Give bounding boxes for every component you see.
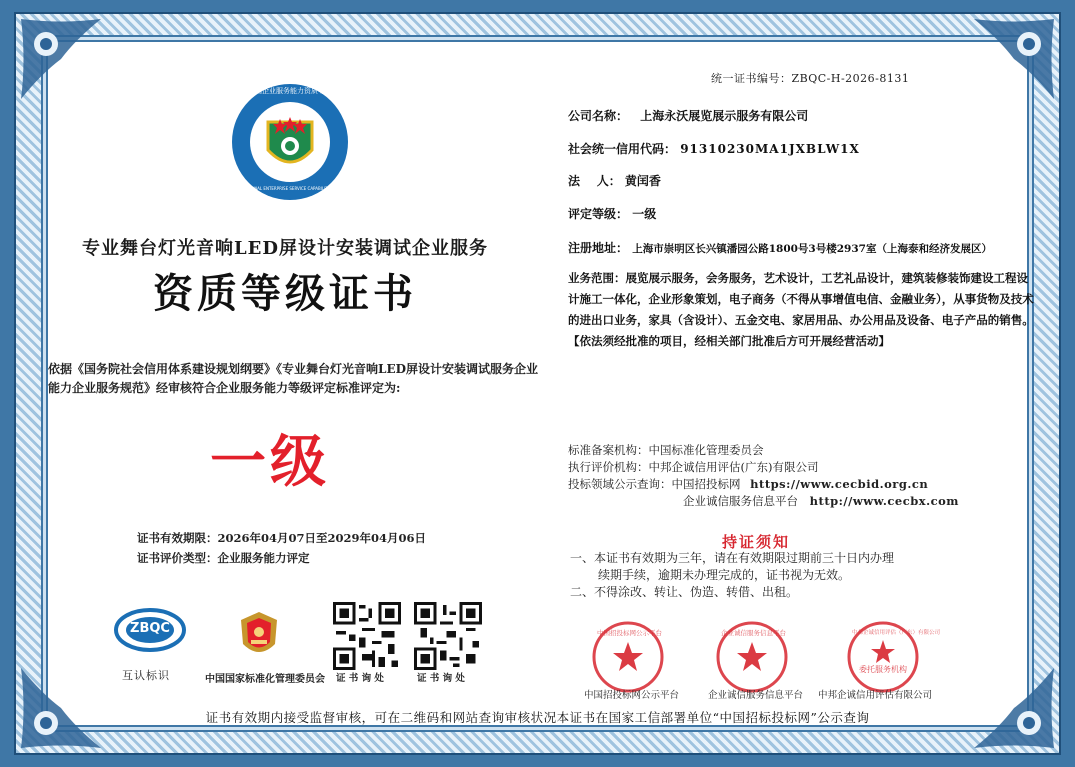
seal-1-caption: 中国招投标网公示平台 <box>584 690 680 701</box>
evaluation-type: 证书评价类型：企业服务能力评定 <box>137 551 310 565</box>
seal-2-ring-text: 企业诚信服务信息平台 <box>721 629 786 637</box>
zbqc-logo <box>114 606 186 654</box>
credit-code-label: 社会统一信用代码： <box>568 142 677 156</box>
legal-person-label: 法 人： <box>568 174 621 188</box>
seal-3-caption: 中邦企诚信用评估有限公司 <box>818 690 933 701</box>
validity-period: 证书有效期限：2026年04月07日至2029年04月06日 <box>137 531 427 545</box>
emblem-ring-text: 全国企业服务能力资质等级评定 <box>248 87 346 95</box>
zbqc-logo-text: ZBQC <box>130 621 170 636</box>
zbqc-caption: 互认标识 <box>122 669 170 682</box>
bid-query-row <box>568 476 928 493</box>
company-name: 上海永沃展览展示服务有限公司 <box>640 109 809 123</box>
corner-ornament-top-left <box>16 14 106 104</box>
grade-value: 一级 <box>210 429 330 495</box>
national-emblem-logo <box>230 82 379 202</box>
national-badge-icon <box>237 610 281 662</box>
qr-caption-2: 证 书 询 处 <box>417 673 465 684</box>
notice-item-1a: 一、本证书有效期为三年，请在有效期限过期前三十日内办理 <box>570 551 895 565</box>
seal-3-inner-text: 委托服务机构 <box>859 665 907 674</box>
level-row <box>568 205 656 222</box>
address-label: 注册地址： <box>568 241 629 255</box>
business-scope <box>568 268 1038 352</box>
credit-code: 91310230MA1JXBLW1X <box>680 142 860 156</box>
address: 上海市崇明区长兴镇潘园公路1800号3号楼2937室（上海泰和经济发展区） <box>632 243 992 255</box>
emblem-ring-subtext: NATIONAL ENTERPRISE SERVICE CAPABILITY QUALIFICATION RATING <box>242 186 379 191</box>
qr-caption-1: 证 书 询 处 <box>336 673 384 684</box>
credit-platform-label: 企业诚信服务信息平台 <box>683 494 798 508</box>
bid-query-label: 投标领域公示查询：中国招投标网 <box>568 477 741 491</box>
certificate-title-line1: 专业舞台灯光音响LED屏设计安装调试企业服务 <box>82 238 488 259</box>
corner-ornament-top-right <box>969 14 1059 104</box>
certificate-title-line2: 资质等级证书 <box>153 270 417 317</box>
company-name-row <box>568 107 808 124</box>
address-row <box>568 239 992 256</box>
legal-person-row <box>568 172 661 189</box>
level-label: 评定等级： <box>568 207 629 221</box>
seal-3-ring-text: 中邦企诚信用评估（广东）有限公司 <box>852 630 941 636</box>
seal-2-caption: 企业诚信服务信息平台 <box>708 690 804 701</box>
footer-note: 证书有效期内接受监督审核，可在二维码和网站查询审核状况本证书在国家工信部署单位“中国招标投标网”公示查询 <box>205 710 870 725</box>
credit-platform-url[interactable]: http://www.cecbx.com <box>809 494 959 508</box>
qr-code-2[interactable] <box>414 602 482 670</box>
notice-body <box>570 550 894 601</box>
scope-label: 业务范围： <box>568 271 626 285</box>
notice-title: 持证须知 <box>722 533 791 551</box>
credit-platform-row <box>683 493 959 510</box>
sac-caption: 中国国家标准化管理委员会 <box>205 674 325 685</box>
qr-code-1[interactable] <box>333 602 401 670</box>
level-value: 一级 <box>632 207 657 221</box>
certificate-number: 统一证书编号：ZBQC-H-2026-8131 <box>711 72 910 85</box>
legal-person: 黄闰香 <box>624 174 661 188</box>
filing-org: 标准备案机构：中国标准化管理委员会 <box>568 443 764 457</box>
executing-org: 执行评价机构：中邦企诚信用评估(广东)有限公司 <box>568 460 819 474</box>
evaluation-basis: 依据《国务院社会信用体系建设规划纲要》《专业舞台灯光音响LED屏设计安装调试服务企业能力企业服务规范》经审核符合企业服务能力等级评定标准评定为: <box>48 362 538 395</box>
notice-item-1b: 续期手续，逾期未办理完成的，证书视为无效。 <box>598 568 851 582</box>
notice-item-2: 二、不得涂改、转让、伪造、转借、出租。 <box>570 585 799 599</box>
seal-2 <box>715 620 789 694</box>
seal-3 <box>846 620 941 694</box>
company-name-label: 公司名称： <box>568 109 629 123</box>
seal-1 <box>591 620 665 694</box>
seal-1-ring-text: 中国招投标网公示平台 <box>597 629 662 637</box>
bid-query-url[interactable]: https://www.cecbid.org.cn <box>750 477 929 491</box>
scope-text: 展览展示服务，会务服务，艺术设计，工艺礼品设计，建筑装修装饰建设工程设计施工一体化，企业形象策划，电子商务（不得从事增值电信、金融业务），从事货物及技术的进出口业务，家具（含设计）、五金交电、家居用品、办公用品及设备、电子产品的销售。【依法须经批准的项目，经相关部门批准后方可开展经营活动】 <box>568 271 1034 348</box>
credit-code-row <box>568 140 860 157</box>
